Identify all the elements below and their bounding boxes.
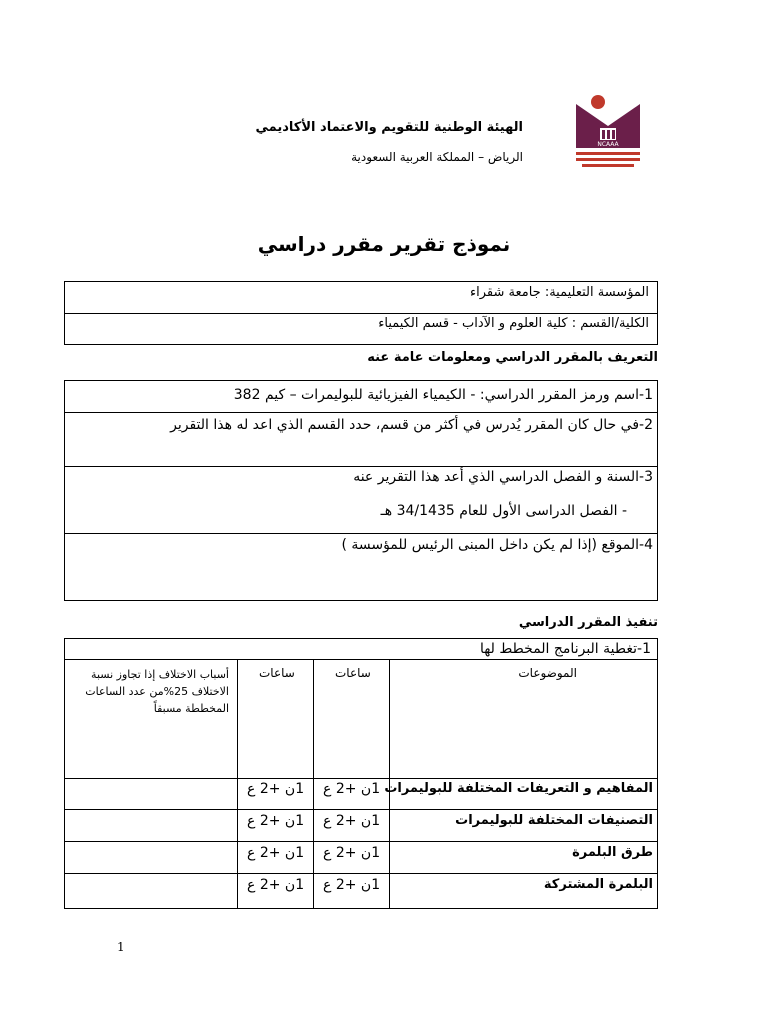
course-info-table [64,380,658,601]
hours-cell: 1ن +2 ع [247,877,305,893]
hours-cell: 1ن +2 ع [247,781,305,797]
course-name-code: 1-اسم ورمز المقرر الدراسي: - الكيمياء الفيزيائية للبوليمرات – كيم 382 [233,387,653,403]
column-divider [313,659,314,908]
semester-question: 3-السنة و الفصل الدراسي الذي أعد هذا التقرير عنه [353,469,653,485]
svg-text:NCAAA: NCAAA [597,141,619,148]
coverage-title: 1-تغطية البرنامج المخطط لها [479,641,651,657]
hours-cell: 1ن +2 ع [323,877,381,893]
row-divider [65,809,657,810]
institution-row [65,282,657,314]
topic-cell: المفاهيم و التعريفات المختلفة للبوليمرات [384,781,653,796]
topic-cell: طرق البلمرة [572,845,653,860]
hours-cell: 1ن +2 ع [247,813,305,829]
topic-cell: التصنيفات المختلفة للبوليمرات [455,813,653,828]
column-divider [237,659,238,908]
hours-header-2: ساعات [259,666,295,680]
location-question: 4-الموقع (إذا لم يكن داخل المبنى الرئيس للمؤسسة ) [341,537,653,553]
row-divider [65,466,657,467]
ncaaa-logo [568,88,648,172]
hours-cell: 1ن +2 ع [323,813,381,829]
row-divider [65,412,657,413]
hours-header-1: ساعات [335,666,371,680]
institution-table [64,281,658,345]
college-row [65,313,657,344]
document-title: نموذج تقرير مقرر دراسي [257,232,511,256]
coverage-table [64,638,658,909]
department-question: 2-في حال كان المقرر يُدرس في أكثر من قسم، حدد القسم الذي اعد له هذا التقرير [170,417,653,433]
topics-header: الموضوعات [518,666,577,680]
row-divider [65,533,657,534]
topic-cell: البلمرة المشتركة [543,877,653,892]
hours-cell: 1ن +2 ع [323,781,381,797]
section1-heading: التعريف بالمقرر الدراسي ومعلومات عامة عنه [367,350,658,365]
section2-heading: تنفيذ المقرر الدراسي [518,615,658,630]
college-department: الكلية/القسم : كلية العلوم و الآداب - قسم الكيمياء [378,316,649,331]
semester-value: - الفصل الدراسى الأول للعام 34/1435 هـ [380,503,627,519]
org-location: الرياض – المملكة العربية السعودية [351,150,523,164]
row-divider [65,778,657,779]
row-divider [65,873,657,874]
hours-cell: 1ن +2 ع [323,845,381,861]
page-number: 1 [117,940,125,954]
org-name: الهيئة الوطنية للتقويم والاعتماد الأكاديمي [255,120,523,135]
row-divider [65,841,657,842]
row-divider [65,659,657,660]
reasons-header: أسباب الاختلاف إذا تجاوز نسبة الاختلاف 25%من عدد الساعات المخططة مسبقاً [85,668,229,715]
hours-cell: 1ن +2 ع [247,845,305,861]
institution-name: المؤسسة التعليمية: جامعة شقراء [469,285,649,300]
